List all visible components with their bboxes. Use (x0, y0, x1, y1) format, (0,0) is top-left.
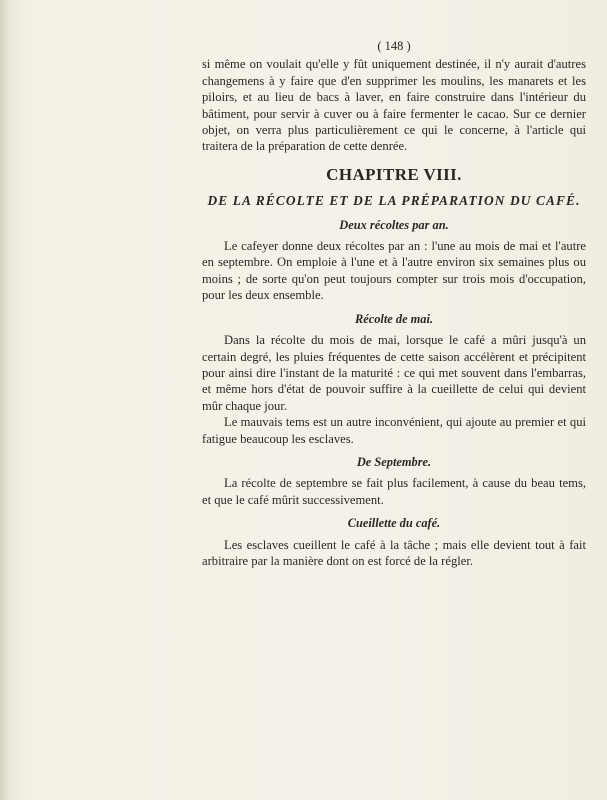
page-gutter-shadow (0, 0, 10, 800)
section-heading-septembre: De Septembre. (356, 454, 432, 469)
paragraph-deux-recoltes: Le cafeyer donne deux récoltes par an : l'une au mois de mai et l'autre en septembre. On emploie à l'une et à l'autre environ six semaines plus ou moins ; de sorte qu'on peut toujours compter sur trois mois d'occupation, pour les deux ensemble. (202, 239, 586, 303)
paragraph-cueillette: Les esclaves cueillent le café à la tâche ; mais elle devient tout à fait arbitraire par la manière dont on est forcé de la régler. (202, 537, 586, 568)
paragraph-recolte-mai-2: Le mauvais tems est un autre inconvénient, qui ajoute au premier et qui fatigue beaucoup les esclaves. (202, 415, 586, 446)
section-heading-recolte-mai: Récolte de mai. (354, 311, 434, 326)
section-heading-deux-recoltes: Deux récoltes par an. (339, 217, 449, 232)
section-heading-cueillette: Cueillette du café. (347, 516, 441, 531)
chapter-title: CHAPITRE VIII. (326, 164, 462, 184)
page-number: ( 148 ) (377, 39, 411, 53)
opening-paragraph: si même on voulait qu'elle y fût uniquement destinée, il n'y aurait d'autres changemens à y faire que d'en supprimer les moulins, les manarets et les piloirs, et au lieu de bacs à laver, en faire construire dans l'intérieur du bâtiment, pour servir à cuver ou à faire fermenter le cacao. Sur ce dernier objet, on verra plus particulièrement ce qui le concerne, à l'article qui traitera de la préparation de cette denrée. (202, 57, 586, 154)
text-block (202, 38, 586, 569)
paragraph-septembre: La récolte de septembre se fait plus facilement, à cause du beau tems, et que le café mûrit successivement. (202, 476, 586, 507)
paragraph-recolte-mai-1: Dans la récolte du mois de mai, lorsque le café a mûri jusqu'à un certain degré, les pluies fréquentes de cette saison accélèrent et précipitent pour ainsi dire l'instant de la maturité : ce qui met souvent dans l'embarras, et même hors d'état de pouvoir suffire à la cueillette de celui qui devient mûr chaque jour. (202, 333, 586, 413)
chapter-subtitle: DE LA RÉCOLTE ET DE LA PRÉPARATION DU CAFÉ. (207, 193, 581, 209)
